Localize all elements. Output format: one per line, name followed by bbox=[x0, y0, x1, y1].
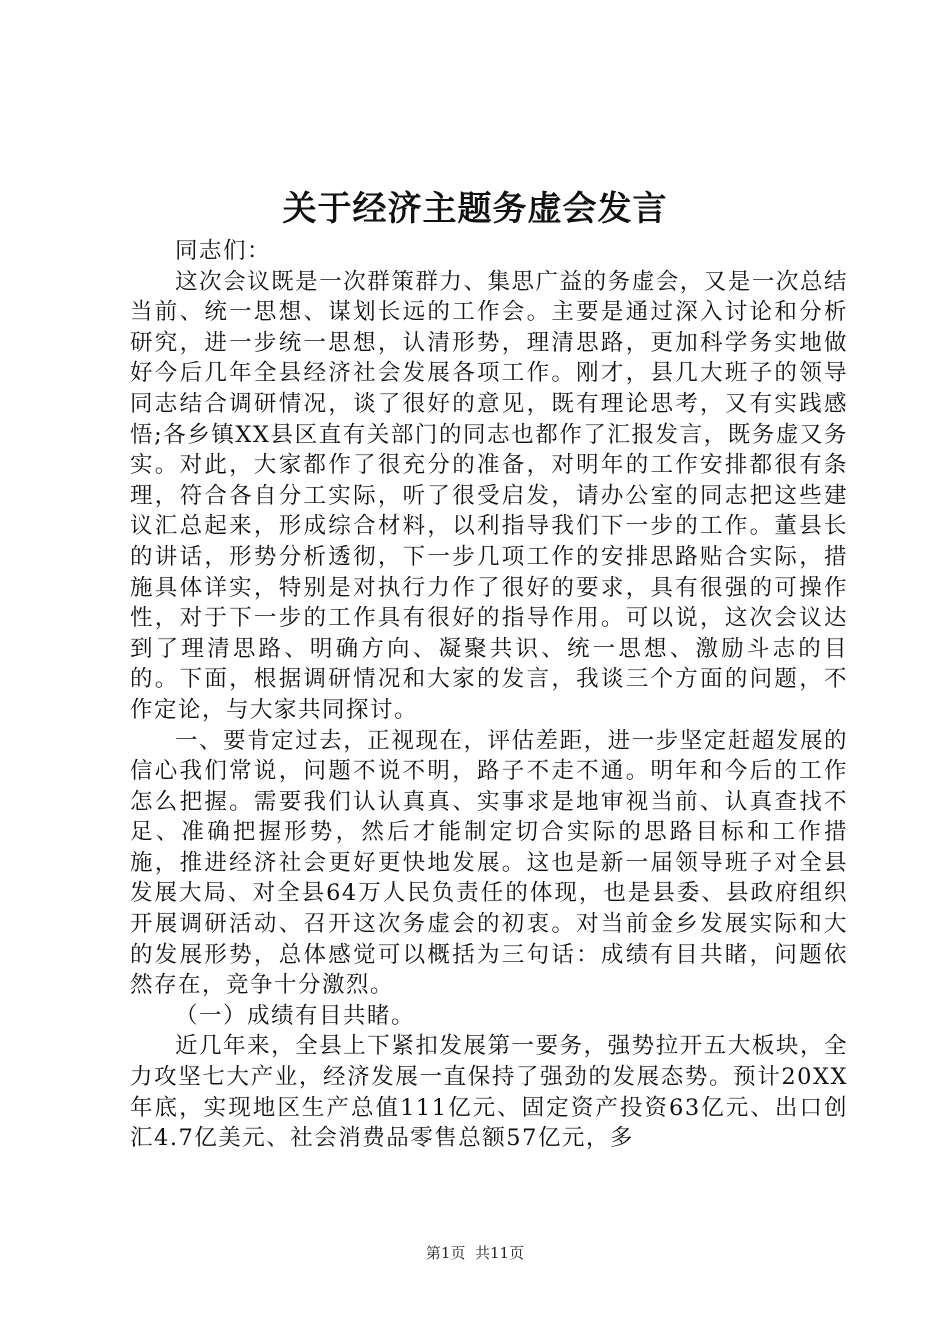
page-number: 第1页 bbox=[425, 1244, 466, 1262]
section-heading-paragraph: （一）成绩有目共睹。 bbox=[175, 1002, 416, 1029]
body-paragraph: 近几年来，全县上下紧扣发展第一要务，强势拉开五大板块，全力攻坚七大产业，经济发展一直保持了强劲的发展态势。预计20XX年底，实现地区生产总值111亿元、固定资产投资63亿元、出口创汇4.7亿美元、社会消费品零售总额57亿元，多 bbox=[130, 1033, 848, 1152]
body-paragraph: 这次会议既是一次群策群力、集思广益的务虚会，又是一次总结当前、统一思想、谋划长远的工作会。主要是通过深入讨论和分析研究，进一步统一思想，认清形势，理清思路，更加科学务实地做好今后几年全县经济社会发展各项工作。刚才，县几大班子的领导同志结合调研情况，谈了很好的意见，既有理论思考，又有实践感悟;各乡镇XX县区直有关部门的同志也都作了汇报发言，既务虚又务实。对此，大家都作了很充分的准备，对明年的工作安排都很有条理，符合各自分工实际，听了很受启发，请办公室的同志把这些建议汇总起来，形成综合材料，以利指导我们下一步的工作。董县长的讲话，形势分析透彻，下一步几项工作的安排思路贴合实际，措施具体详实，特别是对执行力作了很好的要求，具有很强的可操作性，对于下一步的工作具有很好的指导作用。可以说，这次会议达到了理清思路、明确方向、凝聚共识、统一思想、激励斗志的目的。下面，根据调研情况和大家的发言，我谈三个方面的问题，不作定论，与大家共同探讨。 bbox=[130, 268, 848, 723]
salutation-paragraph: 同志们： bbox=[175, 238, 272, 264]
body-paragraph: 一、要肯定过去，正视现在，评估差距，进一步坚定赶超发展的信心我们常说，问题不说不明，路子不走不通。明年和今后的工作怎么把握。需要我们认认真真、实事求是地审视当前、认真查找不足、准确把握形势，然后才能制定切合实际的思路目标和工作措施，推进经济社会更好更快地发展。这也是新一届领导班子对全县发展大局、对全县64万人民负责任的体现，也是县委、县政府组织开展调研活动、召开这次务虚会的初衷。对当前金乡发展实际和大的发展形势，总体感觉可以概括为三句话：成绩有目共睹，问题依然存在，竞争十分激烈。 bbox=[130, 727, 848, 999]
document-title: 关于经济主题务虚会发言 bbox=[282, 189, 668, 229]
page-total: 共11页 bbox=[475, 1244, 525, 1262]
document-body bbox=[130, 236, 848, 1154]
footer-spacer bbox=[465, 1244, 475, 1262]
page-footer bbox=[0, 1241, 950, 1265]
